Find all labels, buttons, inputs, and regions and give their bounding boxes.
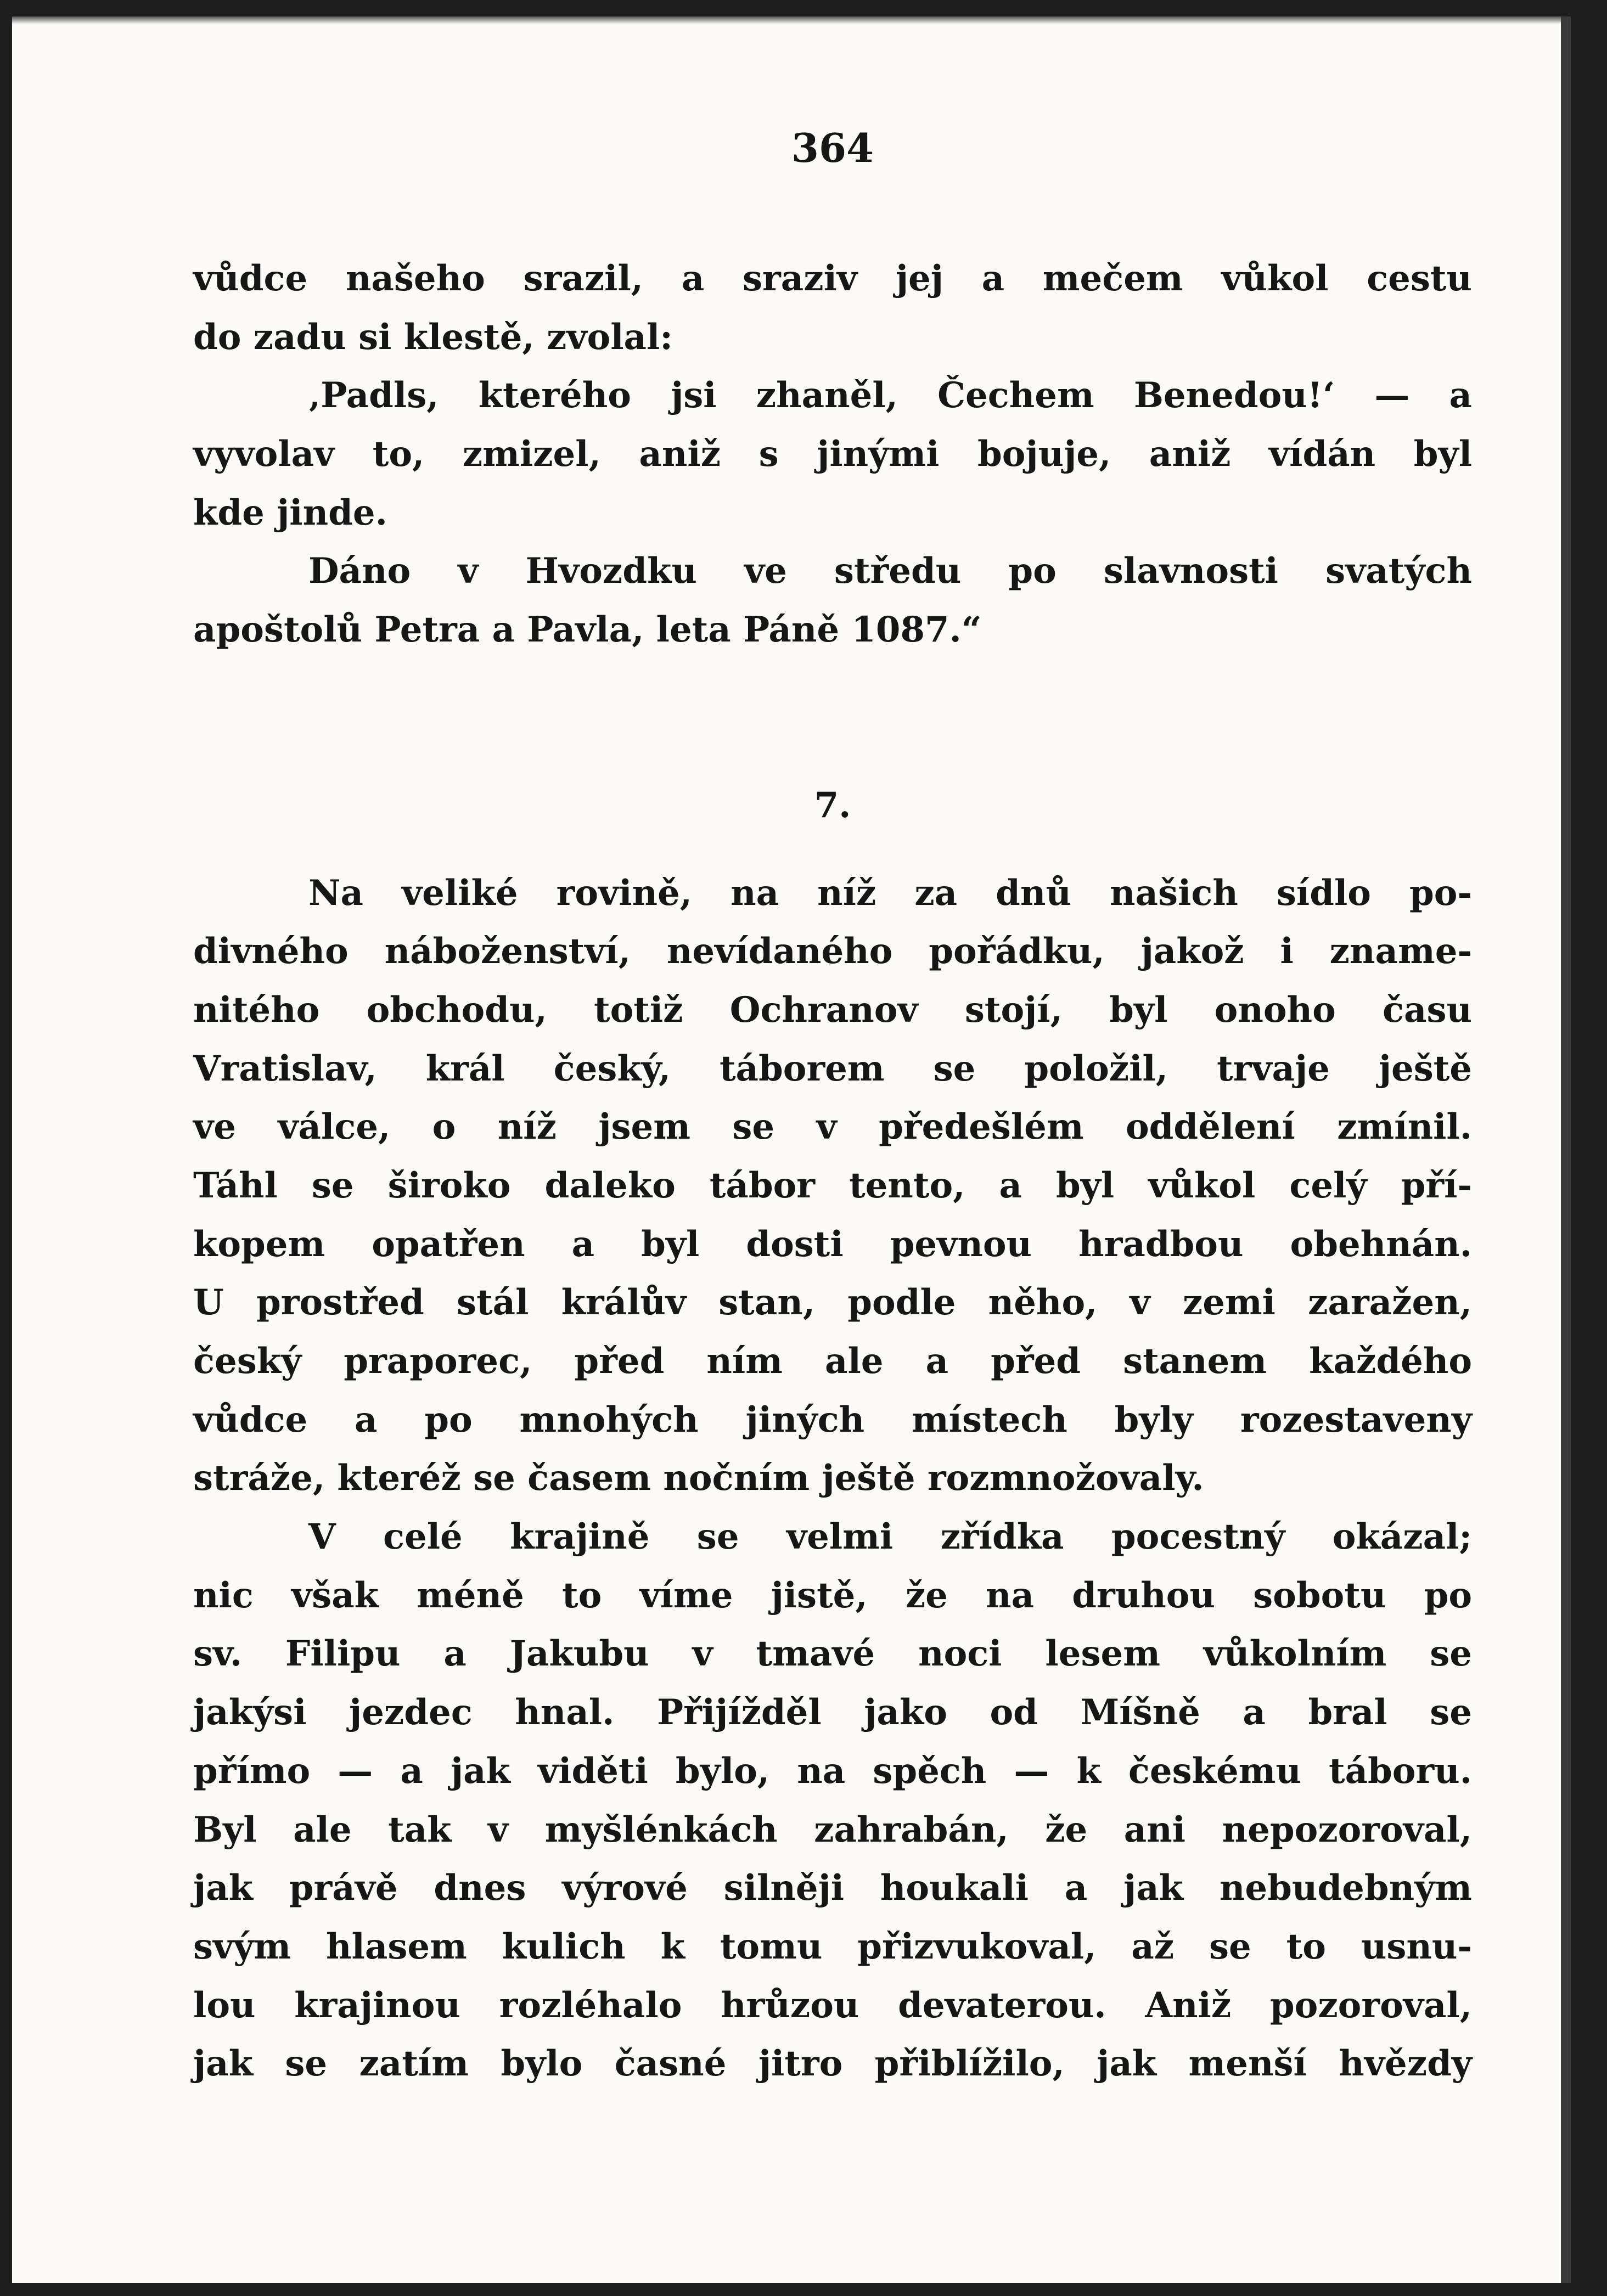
text-line: nitého obchodu, totiž Ochranov stojí, byl onoho času (193, 989, 1472, 1031)
text-line: český praporec, před ním ale a před stanem každého (193, 1341, 1472, 1382)
text-line: V celé krajině se velmi zřídka pocestný okázal; (308, 1516, 1472, 1558)
text-line: Dáno v Hvozdku ve středu po slavnosti svatých (308, 550, 1472, 592)
text-line: lou krajinou rozléhalo hrůzou devaterou. Aniž pozoroval, (193, 1984, 1472, 2026)
text-line: do zadu si klestě, zvolal: (193, 316, 673, 358)
text-line: apoštolů Petra a Pavla, leta Páně 1087.“ (193, 609, 982, 651)
text-line: nic však méně to víme jistě, že na druhou sobotu po (193, 1574, 1472, 1616)
text-line: jakýsi jezdec hnal. Přijížděl jako od Míšně a bral se (193, 1692, 1472, 1734)
text-line: U prostřed stál králův stan, podle něho, v zemi zaražen, (193, 1282, 1472, 1324)
text-line: přímo — a jak viděti bylo, na spěch — k českému táboru. (193, 1750, 1472, 1792)
page-number: 364 (791, 125, 874, 171)
text-line: sv. Filipu a Jakubu v tmavé noci lesem vůkolním se (193, 1633, 1472, 1675)
text-line: kde jinde. (193, 492, 387, 533)
text-line: vyvolav to, zmizel, aniž s jinými bojuje, aniž vídán byl (193, 434, 1472, 475)
book-page (12, 16, 1571, 2283)
text-line: ‚Padls, kterého jsi zhaněl, Čechem Benedou!‘ — a (308, 375, 1472, 417)
text-line: Táhl se široko daleko tábor tento, a byl vůkol celý pří- (193, 1164, 1472, 1206)
text-line: stráže, kteréž se časem nočním ještě rozmnožovaly. (193, 1457, 1204, 1499)
text-line: vůdce a po mnohých jiných místech byly rozestaveny (193, 1399, 1472, 1440)
text-line: Vratislav, král český, táborem se položil, trvaje ještě (193, 1048, 1472, 1089)
section-number: 7. (814, 784, 851, 826)
text-line: Na veliké rovině, na níž za dnů našich sídlo po- (308, 872, 1472, 914)
text-line: kopem opatřen a byl dosti pevnou hradbou obehnán. (193, 1223, 1472, 1265)
section-gap (193, 835, 1472, 864)
text-line: divného náboženství, nevídaného pořádku, jakož i zname- (193, 931, 1472, 972)
text-line: Byl ale tak v myšlénkách zahrabán, že ani nepozoroval, (193, 1809, 1472, 1850)
text-line: svým hlasem kulich k tomu přizvukoval, až se to usnu- (193, 1926, 1472, 1967)
body-text (193, 250, 1472, 2094)
text-line: jak se zatím bylo časné jitro přiblížilo, jak menší hvězdy (193, 2043, 1472, 2085)
section-gap (193, 660, 1472, 776)
text-line: jak právě dnes výrové silněji houkali a jak nebudebným (193, 1867, 1472, 1909)
text-line: vůdce našeho srazil, a sraziv jej a mečem vůkol cestu (193, 258, 1472, 299)
text-line: ve válce, o níž jsem se v předešlém oddělení zmínil. (193, 1106, 1472, 1148)
